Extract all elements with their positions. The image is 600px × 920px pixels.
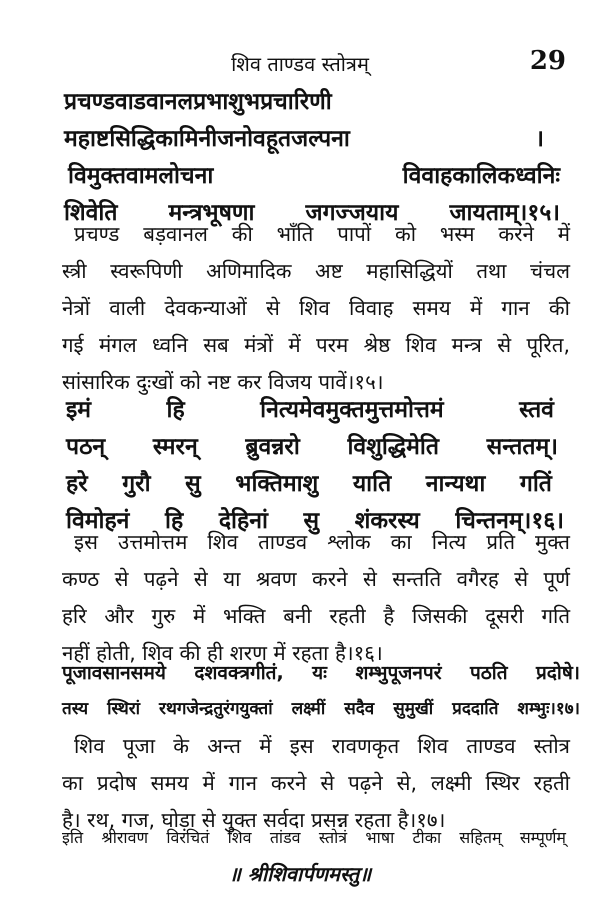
meaning-17	[62, 728, 570, 839]
verse-word: प्रचण्डवाडवानलप्रभाशुभप्रचारिणी	[64, 89, 332, 115]
prose-line: है। रथ, गज, घोड़ा से युक्त सर्वदा प्रसन्न रहता है।१७।	[62, 808, 446, 832]
verse-word: नान्यथा	[425, 471, 486, 497]
danda: ।	[535, 126, 544, 152]
verse-line	[64, 84, 560, 121]
verse-word: हरे	[66, 471, 88, 497]
verse-17-line: तस्य स्थिरां रथगजेन्द्रतुरंगयुक्तां लक्ष्मीं सदैव सुमुखीं प्रददाति शम्भुः।१७।	[62, 699, 580, 719]
verse-word: नित्यमेवमुक्तमुत्तमोत्तमं	[260, 397, 444, 423]
verse-word: भक्तिमाशु	[235, 471, 319, 497]
prose-line: कण्ठ से पढ़ने से या श्रवण करने से सन्तति वगैरह से पूर्ण	[62, 567, 570, 591]
verse-16	[66, 392, 568, 540]
prose-line: स्त्री स्वरूपिणी अणिमादिक अष्ट महासिद्धियों तथा चंचल	[62, 259, 570, 283]
verse-word: शंकरस्य	[354, 508, 420, 534]
verse-word: हि	[165, 508, 184, 534]
closing-benediction: ॥ श्रीशिवार्पणमस्तु॥	[228, 862, 372, 886]
verse-word: सु	[185, 471, 201, 497]
verse-word: सु	[303, 508, 320, 534]
verse-word: स्तवं	[519, 397, 554, 423]
page-header	[0, 46, 600, 80]
verse-word: विमुक्तवामलोचना	[68, 163, 214, 189]
verse-word: जायताम्।१५।	[449, 200, 560, 226]
verse-word: पठन्	[66, 434, 106, 460]
prose-line: हरि और गुरु में भक्ति बनी रहती है जिसकी दूसरी गति	[62, 604, 570, 628]
verse-word: महाष्टसिद्धिकामिनीजनोवहूतजल्पना	[64, 126, 350, 152]
verse-word: स्मरन्	[152, 434, 198, 460]
prose-line: इस उत्तमोत्तम शिव ताण्डव श्लोक का नित्य प्रति मुक्त	[74, 530, 570, 554]
verse-word: इमं	[66, 397, 92, 423]
verse-line	[64, 158, 560, 195]
verse-word: चिन्तनम्।१६।	[455, 508, 564, 534]
prose-line: का प्रदोष समय में गान करने से पढ़ने से, लक्ष्मी स्थिर रहती	[62, 771, 570, 795]
colophon: इति श्रीरावण विरचितं शिव तांडव स्तोत्रं भाषा टीका सहितम् सम्पूर्णम्	[62, 828, 566, 847]
verse-word: ब्रुवन्नरो	[245, 434, 300, 460]
verse-word: गतिं	[519, 471, 552, 497]
prose-line: गई मंगल ध्वनि सब मंत्रों में परम श्रेष्ठ शिव मन्त्र से पूरित,	[62, 333, 570, 357]
verse-word: मन्त्रभूषणा	[168, 200, 255, 226]
prose-line: सांसारिक दुःखों को नष्ट कर विजय पावें।१५।	[62, 370, 384, 394]
verse-line	[66, 429, 568, 466]
verse-word: देहिनां	[218, 508, 268, 534]
verse-word: याति	[352, 471, 392, 497]
verse-15	[64, 84, 560, 232]
prose-line: नेत्रों वाली देवकन्याओं से शिव विवाह समय में गान की	[62, 296, 570, 320]
prose-line: शिव पूजा के अन्त में इस रावणकृत शिव ताण्डव स्तोत्र	[74, 734, 570, 758]
verse-line	[66, 466, 568, 503]
verse-line	[66, 392, 568, 429]
meaning-15	[62, 216, 570, 401]
verse-line	[64, 121, 560, 158]
prose-line: प्रचण्ड बड़वानल की भाँति पापों को भस्म करने में	[74, 222, 570, 246]
running-title: शिव ताण्डव स्तोत्रम्	[231, 52, 369, 76]
meaning-16	[62, 524, 570, 672]
verse-word: विमोहनं	[66, 508, 130, 534]
verse-17-line: पूजावसानसमये दशवक्त्रगीतं, यः शम्भुपूजनपरं पठति प्रदोषे।	[62, 662, 580, 684]
verse-word: गुरौ	[122, 471, 151, 497]
verse-word: हि	[166, 397, 185, 423]
prose-line: नहीं होती, शिव की ही शरण में रहता है।१६।	[62, 641, 383, 665]
verse-word: शिवेति	[64, 200, 118, 226]
verse-word: विशुद्धिमेति	[347, 434, 439, 460]
verse-word: सन्ततम्।	[486, 434, 558, 460]
page-number: 29	[529, 46, 566, 76]
verse-word: जगज्जयाय	[305, 200, 399, 226]
verse-word: विवाहकालिकध्वनिः	[402, 163, 560, 189]
